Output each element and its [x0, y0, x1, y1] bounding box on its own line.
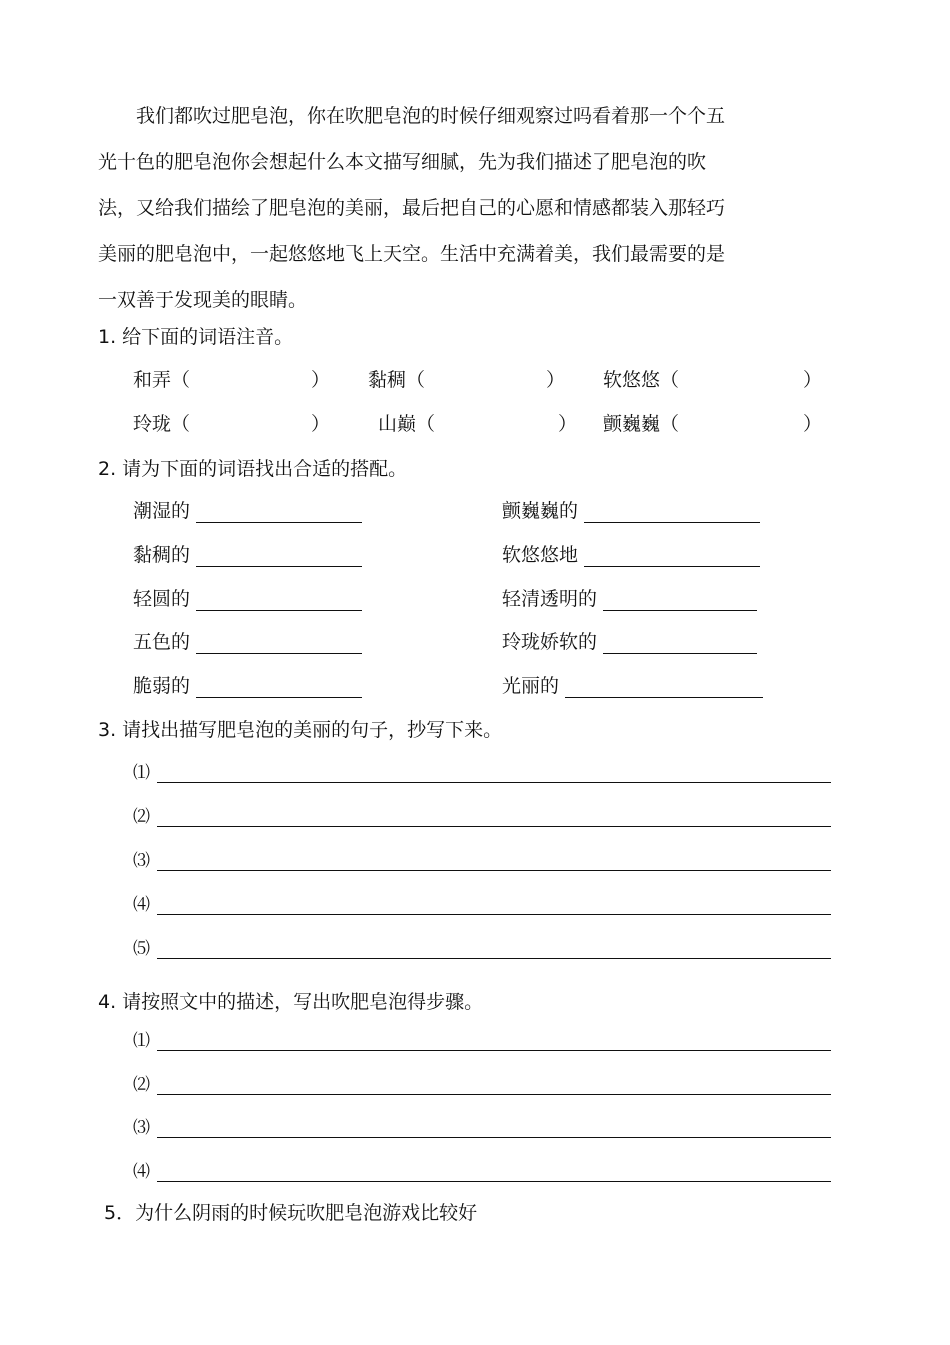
match-blank[interactable]: [584, 502, 760, 523]
match-item: [502, 671, 763, 698]
match-item: [502, 584, 757, 611]
answer-line: [133, 1113, 831, 1138]
answer-number: ⑷: [133, 1162, 150, 1182]
answer-rule[interactable]: [157, 1074, 831, 1095]
match-blank[interactable]: [196, 502, 362, 523]
passage-line: 美丽的肥皂泡中，一起悠悠地飞上天空。生活中充满着美，我们最需要的是: [98, 243, 726, 265]
match-item: [133, 671, 362, 698]
reading-passage: [98, 93, 818, 323]
question-2-title: 2. 请为下面的词语找出合适的搭配。: [98, 458, 408, 480]
answer-line: [133, 1157, 831, 1182]
answer-rule[interactable]: [157, 806, 831, 827]
answer-rule[interactable]: [157, 938, 831, 959]
passage-line: 我们都吹过肥皂泡，你在吹肥皂泡的时候仔细观察过吗看着那一个个五: [136, 105, 726, 127]
pinyin-close-paren: ）: [803, 413, 823, 435]
answer-line: [133, 846, 831, 871]
match-blank[interactable]: [584, 546, 760, 567]
match-blank[interactable]: [196, 590, 362, 611]
pinyin-close-paren: ）: [311, 369, 331, 391]
question-1-title: 1. 给下面的词语注音。: [98, 326, 294, 348]
match-blank[interactable]: [603, 633, 757, 654]
match-word: 光丽的: [502, 675, 560, 697]
answer-rule[interactable]: [157, 1117, 831, 1138]
answer-line: [133, 802, 831, 827]
match-word: 轻清透明的: [502, 588, 598, 610]
match-item: [133, 627, 362, 654]
pinyin-word: 颤巍巍（: [603, 413, 680, 435]
match-item: [502, 540, 760, 567]
pinyin-word: 山巅（: [378, 413, 436, 435]
match-word: 黏稠的: [133, 544, 191, 566]
match-word: 玲珑娇软的: [502, 631, 598, 653]
answer-number: ⑴: [133, 1031, 150, 1051]
match-word: 轻圆的: [133, 588, 191, 610]
match-word: 脆弱的: [133, 675, 191, 697]
pinyin-word: 软悠悠（: [603, 369, 680, 391]
answer-line: [133, 890, 831, 915]
passage-line: 法，又给我们描绘了肥皂泡的美丽，最后把自己的心愿和情感都装入那轻巧: [98, 197, 726, 219]
match-item: [502, 627, 757, 654]
answer-number: ⑴: [133, 763, 150, 783]
match-blank[interactable]: [196, 546, 362, 567]
answer-line: [133, 934, 831, 959]
answer-rule[interactable]: [157, 894, 831, 915]
answer-number: ⑶: [133, 1118, 150, 1138]
question-5-title: 5．为什么阴雨的时候玩吹肥皂泡游戏比较好: [104, 1202, 478, 1224]
match-blank[interactable]: [565, 677, 763, 698]
passage-line: 光十色的肥皂泡你会想起什么本文描写细腻，先为我们描述了肥皂泡的吹: [98, 151, 707, 173]
match-item: [502, 496, 760, 523]
answer-line: [133, 1026, 831, 1051]
match-item: [133, 584, 362, 611]
answer-number: ⑶: [133, 851, 150, 871]
answer-number: ⑸: [133, 939, 150, 959]
match-word: 五色的: [133, 631, 191, 653]
question-4-title: 4. 请按照文中的描述，写出吹肥皂泡得步骤。: [98, 991, 484, 1013]
answer-rule[interactable]: [157, 850, 831, 871]
pinyin-close-paren: ）: [803, 369, 823, 391]
match-blank[interactable]: [196, 677, 362, 698]
match-word: 软悠悠地: [502, 544, 579, 566]
passage-line: 一双善于发现美的眼睛。: [98, 289, 308, 311]
match-word: 潮湿的: [133, 500, 191, 522]
match-word: 颤巍巍的: [502, 500, 579, 522]
answer-number: ⑷: [133, 895, 150, 915]
match-blank[interactable]: [603, 590, 757, 611]
match-item: [133, 496, 362, 523]
answer-rule[interactable]: [157, 1030, 831, 1051]
pinyin-close-paren: ）: [558, 413, 578, 435]
match-item: [133, 540, 362, 567]
answer-rule[interactable]: [157, 1161, 831, 1182]
answer-rule[interactable]: [157, 762, 831, 783]
answer-number: ⑵: [133, 1075, 150, 1095]
question-3-title: 3. 请找出描写肥皂泡的美丽的句子，抄写下来。: [98, 719, 503, 741]
pinyin-word: 和弄（: [133, 369, 191, 391]
answer-line: [133, 1070, 831, 1095]
pinyin-word: 黏稠（: [368, 369, 426, 391]
pinyin-close-paren: ）: [546, 369, 566, 391]
match-blank[interactable]: [196, 633, 362, 654]
answer-line: [133, 758, 831, 783]
pinyin-close-paren: ）: [311, 413, 331, 435]
pinyin-word: 玲珑（: [133, 413, 191, 435]
answer-number: ⑵: [133, 807, 150, 827]
